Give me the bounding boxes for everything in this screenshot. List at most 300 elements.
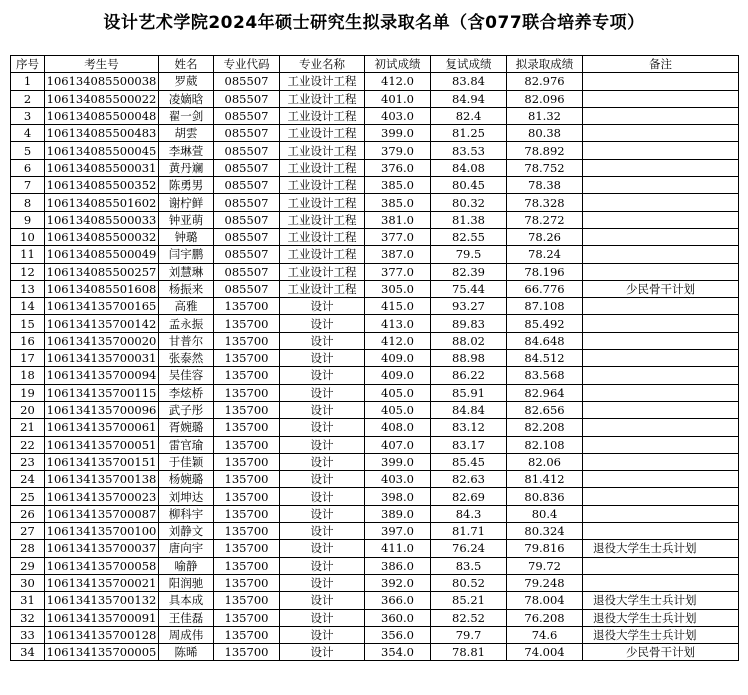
table-row bbox=[11, 315, 739, 332]
remark-cell bbox=[583, 159, 739, 176]
major-name-cell: 工业设计工程 bbox=[280, 159, 365, 176]
major-code-cell: 135700 bbox=[214, 540, 280, 557]
header-prelim-score: 初试成绩 bbox=[365, 56, 431, 73]
table-row bbox=[11, 280, 739, 297]
prelim-score-cell: 379.0 bbox=[365, 142, 431, 159]
name-cell: 胥婉璐 bbox=[159, 419, 214, 436]
table-row bbox=[11, 592, 739, 609]
header-candidate-id: 考生号 bbox=[45, 56, 159, 73]
major-code-cell: 085507 bbox=[214, 90, 280, 107]
major-name-cell: 工业设计工程 bbox=[280, 142, 365, 159]
major-code-cell: 135700 bbox=[214, 453, 280, 470]
major-name-cell: 设计 bbox=[280, 471, 365, 488]
major-code-cell: 135700 bbox=[214, 609, 280, 626]
retest-score-cell: 84.84 bbox=[431, 401, 507, 418]
name-cell: 钟亚萌 bbox=[159, 211, 214, 228]
prelim-score-cell: 405.0 bbox=[365, 401, 431, 418]
final-score-cell: 81.32 bbox=[507, 107, 583, 124]
remark-cell bbox=[583, 177, 739, 194]
major-code-cell: 085507 bbox=[214, 246, 280, 263]
final-score-cell: 76.208 bbox=[507, 609, 583, 626]
prelim-score-cell: 398.0 bbox=[365, 488, 431, 505]
major-code-cell: 085507 bbox=[214, 211, 280, 228]
seq-cell: 5 bbox=[11, 142, 45, 159]
candidate-id-cell: 106134135700021 bbox=[45, 574, 159, 591]
major-name-cell: 设计 bbox=[280, 523, 365, 540]
retest-score-cell: 81.71 bbox=[431, 523, 507, 540]
seq-cell: 29 bbox=[11, 557, 45, 574]
prelim-score-cell: 408.0 bbox=[365, 419, 431, 436]
prelim-score-cell: 356.0 bbox=[365, 626, 431, 643]
name-cell: 柳科宇 bbox=[159, 505, 214, 522]
final-score-cell: 82.06 bbox=[507, 453, 583, 470]
seq-cell: 6 bbox=[11, 159, 45, 176]
retest-score-cell: 82.39 bbox=[431, 263, 507, 280]
prelim-score-cell: 385.0 bbox=[365, 194, 431, 211]
name-cell: 刘坤达 bbox=[159, 488, 214, 505]
major-code-cell: 085507 bbox=[214, 177, 280, 194]
final-score-cell: 78.892 bbox=[507, 142, 583, 159]
retest-score-cell: 83.84 bbox=[431, 73, 507, 90]
seq-cell: 32 bbox=[11, 609, 45, 626]
name-cell: 黄丹斓 bbox=[159, 159, 214, 176]
seq-cell: 28 bbox=[11, 540, 45, 557]
seq-cell: 23 bbox=[11, 453, 45, 470]
retest-score-cell: 83.17 bbox=[431, 436, 507, 453]
table-row bbox=[11, 574, 739, 591]
seq-cell: 22 bbox=[11, 436, 45, 453]
table-row bbox=[11, 73, 739, 90]
table-row bbox=[11, 142, 739, 159]
remark-cell: 退役大学生士兵计划 bbox=[583, 540, 739, 557]
prelim-score-cell: 389.0 bbox=[365, 505, 431, 522]
table-body bbox=[11, 73, 739, 661]
remark-cell bbox=[583, 73, 739, 90]
final-score-cell: 66.776 bbox=[507, 280, 583, 297]
seq-cell: 33 bbox=[11, 626, 45, 643]
seq-cell: 10 bbox=[11, 228, 45, 245]
major-code-cell: 135700 bbox=[214, 471, 280, 488]
seq-cell: 31 bbox=[11, 592, 45, 609]
remark-cell: 退役大学生士兵计划 bbox=[583, 592, 739, 609]
table-row bbox=[11, 211, 739, 228]
remark-cell bbox=[583, 505, 739, 522]
table-row bbox=[11, 107, 739, 124]
major-name-cell: 设计 bbox=[280, 315, 365, 332]
retest-score-cell: 80.32 bbox=[431, 194, 507, 211]
remark-cell: 退役大学生士兵计划 bbox=[583, 626, 739, 643]
candidate-id-cell: 106134135700091 bbox=[45, 609, 159, 626]
major-code-cell: 085507 bbox=[214, 280, 280, 297]
major-name-cell: 设计 bbox=[280, 453, 365, 470]
final-score-cell: 80.836 bbox=[507, 488, 583, 505]
prelim-score-cell: 411.0 bbox=[365, 540, 431, 557]
table-header-row bbox=[11, 56, 739, 73]
table-row bbox=[11, 246, 739, 263]
name-cell: 吴佳容 bbox=[159, 367, 214, 384]
candidate-id-cell: 106134135700115 bbox=[45, 384, 159, 401]
prelim-score-cell: 386.0 bbox=[365, 557, 431, 574]
major-code-cell: 135700 bbox=[214, 384, 280, 401]
prelim-score-cell: 407.0 bbox=[365, 436, 431, 453]
prelim-score-cell: 399.0 bbox=[365, 453, 431, 470]
final-score-cell: 82.976 bbox=[507, 73, 583, 90]
prelim-score-cell: 385.0 bbox=[365, 177, 431, 194]
major-code-cell: 085507 bbox=[214, 194, 280, 211]
name-cell: 李琳萱 bbox=[159, 142, 214, 159]
name-cell: 周成伟 bbox=[159, 626, 214, 643]
table-row bbox=[11, 644, 739, 661]
name-cell: 雷官瑜 bbox=[159, 436, 214, 453]
candidate-id-cell: 106134135700005 bbox=[45, 644, 159, 661]
candidate-id-cell: 106134135700058 bbox=[45, 557, 159, 574]
name-cell: 武子彤 bbox=[159, 401, 214, 418]
candidate-id-cell: 106134135700096 bbox=[45, 401, 159, 418]
candidate-id-cell: 106134085500031 bbox=[45, 159, 159, 176]
candidate-id-cell: 106134135700132 bbox=[45, 592, 159, 609]
prelim-score-cell: 403.0 bbox=[365, 471, 431, 488]
major-code-cell: 135700 bbox=[214, 436, 280, 453]
seq-cell: 34 bbox=[11, 644, 45, 661]
final-score-cell: 80.38 bbox=[507, 125, 583, 142]
major-name-cell: 设计 bbox=[280, 384, 365, 401]
table-row bbox=[11, 332, 739, 349]
candidate-id-cell: 106134085500032 bbox=[45, 228, 159, 245]
major-name-cell: 工业设计工程 bbox=[280, 73, 365, 90]
final-score-cell: 78.752 bbox=[507, 159, 583, 176]
remark-cell: 少民骨干计划 bbox=[583, 644, 739, 661]
name-cell: 王佳磊 bbox=[159, 609, 214, 626]
major-code-cell: 085507 bbox=[214, 125, 280, 142]
name-cell: 甘普尔 bbox=[159, 332, 214, 349]
table-row bbox=[11, 436, 739, 453]
remark-cell bbox=[583, 332, 739, 349]
final-score-cell: 85.492 bbox=[507, 315, 583, 332]
major-name-cell: 工业设计工程 bbox=[280, 211, 365, 228]
header-final-score: 拟录取成绩 bbox=[507, 56, 583, 73]
retest-score-cell: 82.52 bbox=[431, 609, 507, 626]
name-cell: 谢柠鲜 bbox=[159, 194, 214, 211]
major-code-cell: 135700 bbox=[214, 626, 280, 643]
major-name-cell: 工业设计工程 bbox=[280, 263, 365, 280]
final-score-cell: 82.108 bbox=[507, 436, 583, 453]
retest-score-cell: 80.52 bbox=[431, 574, 507, 591]
table-row bbox=[11, 626, 739, 643]
major-code-cell: 135700 bbox=[214, 523, 280, 540]
seq-cell: 1 bbox=[11, 73, 45, 90]
candidate-id-cell: 106134135700020 bbox=[45, 332, 159, 349]
header-seq: 序号 bbox=[11, 56, 45, 73]
major-code-cell: 085507 bbox=[214, 159, 280, 176]
major-code-cell: 135700 bbox=[214, 401, 280, 418]
prelim-score-cell: 412.0 bbox=[365, 73, 431, 90]
candidate-id-cell: 106134135700037 bbox=[45, 540, 159, 557]
retest-score-cell: 79.7 bbox=[431, 626, 507, 643]
prelim-score-cell: 305.0 bbox=[365, 280, 431, 297]
name-cell: 钟璐 bbox=[159, 228, 214, 245]
retest-score-cell: 83.12 bbox=[431, 419, 507, 436]
table-row bbox=[11, 367, 739, 384]
major-code-cell: 085507 bbox=[214, 263, 280, 280]
name-cell: 孟永振 bbox=[159, 315, 214, 332]
major-code-cell: 135700 bbox=[214, 592, 280, 609]
seq-cell: 15 bbox=[11, 315, 45, 332]
final-score-cell: 78.196 bbox=[507, 263, 583, 280]
prelim-score-cell: 401.0 bbox=[365, 90, 431, 107]
prelim-score-cell: 403.0 bbox=[365, 107, 431, 124]
name-cell: 罗葳 bbox=[159, 73, 214, 90]
table-row bbox=[11, 505, 739, 522]
major-name-cell: 工业设计工程 bbox=[280, 194, 365, 211]
header-remark: 备注 bbox=[583, 56, 739, 73]
retest-score-cell: 80.45 bbox=[431, 177, 507, 194]
candidate-id-cell: 106134135700031 bbox=[45, 350, 159, 367]
remark-cell bbox=[583, 228, 739, 245]
name-cell: 胡雲 bbox=[159, 125, 214, 142]
candidate-id-cell: 106134135700142 bbox=[45, 315, 159, 332]
prelim-score-cell: 397.0 bbox=[365, 523, 431, 540]
remark-cell bbox=[583, 142, 739, 159]
seq-cell: 9 bbox=[11, 211, 45, 228]
candidate-id-cell: 106134135700087 bbox=[45, 505, 159, 522]
table-row bbox=[11, 298, 739, 315]
prelim-score-cell: 376.0 bbox=[365, 159, 431, 176]
table-row bbox=[11, 159, 739, 176]
final-score-cell: 79.816 bbox=[507, 540, 583, 557]
major-code-cell: 135700 bbox=[214, 488, 280, 505]
remark-cell bbox=[583, 523, 739, 540]
candidate-id-cell: 106134085500022 bbox=[45, 90, 159, 107]
table-row bbox=[11, 350, 739, 367]
major-code-cell: 085507 bbox=[214, 228, 280, 245]
major-name-cell: 设计 bbox=[280, 626, 365, 643]
major-name-cell: 设计 bbox=[280, 488, 365, 505]
table-row bbox=[11, 523, 739, 540]
table-row bbox=[11, 471, 739, 488]
candidate-id-cell: 106134135700128 bbox=[45, 626, 159, 643]
prelim-score-cell: 392.0 bbox=[365, 574, 431, 591]
major-name-cell: 工业设计工程 bbox=[280, 228, 365, 245]
name-cell: 杨振来 bbox=[159, 280, 214, 297]
remark-cell bbox=[583, 557, 739, 574]
remark-cell bbox=[583, 315, 739, 332]
candidate-id-cell: 106134135700100 bbox=[45, 523, 159, 540]
retest-score-cell: 83.5 bbox=[431, 557, 507, 574]
major-code-cell: 085507 bbox=[214, 107, 280, 124]
major-name-cell: 设计 bbox=[280, 350, 365, 367]
candidate-id-cell: 106134135700051 bbox=[45, 436, 159, 453]
prelim-score-cell: 366.0 bbox=[365, 592, 431, 609]
table-row bbox=[11, 228, 739, 245]
major-name-cell: 设计 bbox=[280, 505, 365, 522]
remark-cell bbox=[583, 436, 739, 453]
name-cell: 高雅 bbox=[159, 298, 214, 315]
table-row bbox=[11, 194, 739, 211]
candidate-id-cell: 106134085500048 bbox=[45, 107, 159, 124]
retest-score-cell: 93.27 bbox=[431, 298, 507, 315]
final-score-cell: 79.72 bbox=[507, 557, 583, 574]
prelim-score-cell: 387.0 bbox=[365, 246, 431, 263]
retest-score-cell: 88.02 bbox=[431, 332, 507, 349]
final-score-cell: 80.4 bbox=[507, 505, 583, 522]
major-name-cell: 设计 bbox=[280, 332, 365, 349]
prelim-score-cell: 412.0 bbox=[365, 332, 431, 349]
major-name-cell: 设计 bbox=[280, 609, 365, 626]
final-score-cell: 78.272 bbox=[507, 211, 583, 228]
retest-score-cell: 84.94 bbox=[431, 90, 507, 107]
name-cell: 杨婉璐 bbox=[159, 471, 214, 488]
final-score-cell: 84.648 bbox=[507, 332, 583, 349]
candidate-id-cell: 106134135700138 bbox=[45, 471, 159, 488]
table-row bbox=[11, 557, 739, 574]
major-name-cell: 设计 bbox=[280, 401, 365, 418]
candidate-id-cell: 106134085501602 bbox=[45, 194, 159, 211]
name-cell: 刘慧琳 bbox=[159, 263, 214, 280]
retest-score-cell: 82.63 bbox=[431, 471, 507, 488]
final-score-cell: 78.38 bbox=[507, 177, 583, 194]
final-score-cell: 78.24 bbox=[507, 246, 583, 263]
table-row bbox=[11, 453, 739, 470]
remark-cell bbox=[583, 384, 739, 401]
major-code-cell: 135700 bbox=[214, 298, 280, 315]
major-code-cell: 085507 bbox=[214, 73, 280, 90]
name-cell: 张泰然 bbox=[159, 350, 214, 367]
remark-cell bbox=[583, 367, 739, 384]
name-cell: 具本成 bbox=[159, 592, 214, 609]
seq-cell: 17 bbox=[11, 350, 45, 367]
major-code-cell: 135700 bbox=[214, 644, 280, 661]
candidate-id-cell: 106134135700061 bbox=[45, 419, 159, 436]
remark-cell bbox=[583, 401, 739, 418]
major-name-cell: 设计 bbox=[280, 298, 365, 315]
name-cell: 喻静 bbox=[159, 557, 214, 574]
major-name-cell: 工业设计工程 bbox=[280, 107, 365, 124]
seq-cell: 25 bbox=[11, 488, 45, 505]
retest-score-cell: 82.69 bbox=[431, 488, 507, 505]
major-code-cell: 135700 bbox=[214, 350, 280, 367]
candidate-id-cell: 106134085500038 bbox=[45, 73, 159, 90]
final-score-cell: 83.568 bbox=[507, 367, 583, 384]
candidate-id-cell: 106134085500033 bbox=[45, 211, 159, 228]
name-cell: 闫宇鹏 bbox=[159, 246, 214, 263]
seq-cell: 2 bbox=[11, 90, 45, 107]
remark-cell bbox=[583, 211, 739, 228]
major-code-cell: 135700 bbox=[214, 367, 280, 384]
remark-cell bbox=[583, 453, 739, 470]
candidate-id-cell: 106134085500049 bbox=[45, 246, 159, 263]
seq-cell: 12 bbox=[11, 263, 45, 280]
seq-cell: 11 bbox=[11, 246, 45, 263]
remark-cell bbox=[583, 125, 739, 142]
final-score-cell: 82.208 bbox=[507, 419, 583, 436]
retest-score-cell: 85.91 bbox=[431, 384, 507, 401]
major-code-cell: 135700 bbox=[214, 315, 280, 332]
remark-cell: 退役大学生士兵计划 bbox=[583, 609, 739, 626]
major-code-cell: 135700 bbox=[214, 332, 280, 349]
final-score-cell: 74.6 bbox=[507, 626, 583, 643]
retest-score-cell: 82.55 bbox=[431, 228, 507, 245]
retest-score-cell: 75.44 bbox=[431, 280, 507, 297]
name-cell: 于佳颖 bbox=[159, 453, 214, 470]
seq-cell: 30 bbox=[11, 574, 45, 591]
final-score-cell: 80.324 bbox=[507, 523, 583, 540]
final-score-cell: 82.096 bbox=[507, 90, 583, 107]
retest-score-cell: 88.98 bbox=[431, 350, 507, 367]
remark-cell bbox=[583, 350, 739, 367]
seq-cell: 13 bbox=[11, 280, 45, 297]
header-name: 姓名 bbox=[159, 56, 214, 73]
admission-table bbox=[10, 55, 739, 661]
retest-score-cell: 86.22 bbox=[431, 367, 507, 384]
major-code-cell: 085507 bbox=[214, 142, 280, 159]
final-score-cell: 84.512 bbox=[507, 350, 583, 367]
seq-cell: 19 bbox=[11, 384, 45, 401]
final-score-cell: 78.26 bbox=[507, 228, 583, 245]
candidate-id-cell: 106134085500352 bbox=[45, 177, 159, 194]
prelim-score-cell: 415.0 bbox=[365, 298, 431, 315]
major-name-cell: 工业设计工程 bbox=[280, 246, 365, 263]
retest-score-cell: 89.83 bbox=[431, 315, 507, 332]
remark-cell bbox=[583, 471, 739, 488]
prelim-score-cell: 354.0 bbox=[365, 644, 431, 661]
retest-score-cell: 79.5 bbox=[431, 246, 507, 263]
major-name-cell: 工业设计工程 bbox=[280, 280, 365, 297]
major-name-cell: 设计 bbox=[280, 557, 365, 574]
retest-score-cell: 83.53 bbox=[431, 142, 507, 159]
retest-score-cell: 78.81 bbox=[431, 644, 507, 661]
candidate-id-cell: 106134085500045 bbox=[45, 142, 159, 159]
name-cell: 翟一剑 bbox=[159, 107, 214, 124]
retest-score-cell: 85.21 bbox=[431, 592, 507, 609]
prelim-score-cell: 377.0 bbox=[365, 228, 431, 245]
final-score-cell: 87.108 bbox=[507, 298, 583, 315]
name-cell: 阳润驰 bbox=[159, 574, 214, 591]
remark-cell bbox=[583, 107, 739, 124]
candidate-id-cell: 106134085501608 bbox=[45, 280, 159, 297]
prelim-score-cell: 360.0 bbox=[365, 609, 431, 626]
remark-cell bbox=[583, 90, 739, 107]
candidate-id-cell: 106134135700151 bbox=[45, 453, 159, 470]
major-name-cell: 工业设计工程 bbox=[280, 177, 365, 194]
seq-cell: 8 bbox=[11, 194, 45, 211]
major-name-cell: 工业设计工程 bbox=[280, 125, 365, 142]
candidate-id-cell: 106134085500257 bbox=[45, 263, 159, 280]
seq-cell: 21 bbox=[11, 419, 45, 436]
major-name-cell: 设计 bbox=[280, 367, 365, 384]
name-cell: 李炫桥 bbox=[159, 384, 214, 401]
retest-score-cell: 84.3 bbox=[431, 505, 507, 522]
candidate-id-cell: 106134085500483 bbox=[45, 125, 159, 142]
candidate-id-cell: 106134135700094 bbox=[45, 367, 159, 384]
final-score-cell: 79.248 bbox=[507, 574, 583, 591]
remark-cell bbox=[583, 194, 739, 211]
header-retest-score: 复试成绩 bbox=[431, 56, 507, 73]
name-cell: 陈勇男 bbox=[159, 177, 214, 194]
remark-cell bbox=[583, 246, 739, 263]
final-score-cell: 78.328 bbox=[507, 194, 583, 211]
major-name-cell: 设计 bbox=[280, 644, 365, 661]
major-name-cell: 设计 bbox=[280, 574, 365, 591]
seq-cell: 26 bbox=[11, 505, 45, 522]
retest-score-cell: 81.38 bbox=[431, 211, 507, 228]
final-score-cell: 82.656 bbox=[507, 401, 583, 418]
remark-cell bbox=[583, 263, 739, 280]
candidate-id-cell: 106134135700023 bbox=[45, 488, 159, 505]
seq-cell: 20 bbox=[11, 401, 45, 418]
table-row bbox=[11, 540, 739, 557]
table-row bbox=[11, 263, 739, 280]
name-cell: 凌嫡晗 bbox=[159, 90, 214, 107]
